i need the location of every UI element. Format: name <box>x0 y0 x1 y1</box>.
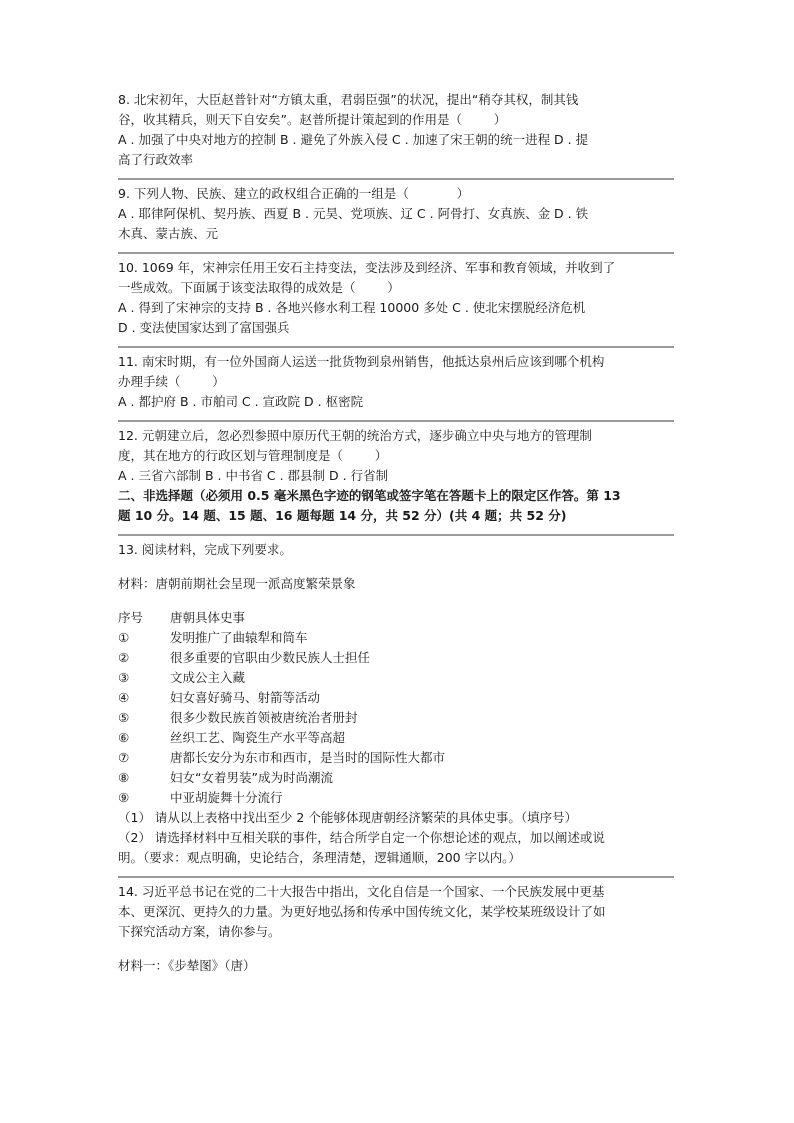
q13-subquestion-2-line-2: 明。（要求：观点明确，史论结合，条理清楚，逻辑通顺，200 字以内。） <box>118 850 521 865</box>
q14-stem-line-2: 本、更深沉、更持久的力量。为更好地弘扬和传承中国传统文化，某学校某班级设计了如 <box>118 904 606 919</box>
row-number: ④ <box>118 690 130 705</box>
q8-stem-line-1: 8. 北宋初年，大臣赵普针对“方镇太重，君弱臣强”的状况，提出“稍夺其权，制其钱 <box>118 92 579 107</box>
header-event: 唐朝具体史事 <box>170 610 246 625</box>
row-number: ② <box>118 650 130 665</box>
q11-stem-line-2: 办理手续（ ） <box>118 374 225 389</box>
table-row <box>118 628 674 648</box>
question-13 <box>118 540 674 868</box>
q10-options-line-1: A . 得到了宋神宗的支持 B . 各地兴修水利工程 10000 多处 C . 使北宋摆脱经济危机 <box>118 300 586 315</box>
row-event: 丝织工艺、陶瓷生产水平等高超 <box>170 730 346 745</box>
table-row <box>118 768 674 788</box>
section-2-line-1: 二、非选择题（必须用 0.5 毫米黑色字迹的钢笔或签字笔在答题卡上的限定区作答。第 13 <box>118 488 621 503</box>
q13-subquestion-1: （1） 请从以上表格中找出至少 2 个能够体现唐朝经济繁荣的具体史事。（填序号） <box>118 810 578 825</box>
table-row <box>118 728 674 748</box>
q12-options: A . 三省六部制 B . 中书省 C . 郡县制 D . 行省制 <box>118 468 389 483</box>
question-10 <box>118 258 674 338</box>
row-event: 妇女喜好骑马、射箭等活动 <box>170 690 321 705</box>
divider <box>118 178 674 180</box>
q8-options-line-1: A . 加强了中央对地方的控制 B . 避免了外族入侵 C . 加速了宋王朝的统一进程 D . 提 <box>118 132 589 147</box>
table-row <box>118 648 674 668</box>
question-9 <box>118 184 674 244</box>
q9-options-line-1: A . 耶律阿保机、契丹族、西夏 B . 元昊、党项族、辽 C . 阿骨打、女真族、金 D . 铁 <box>118 206 589 221</box>
table-header <box>118 608 674 628</box>
q10-stem-line-2: 一些成效。下面属于该变法取得的成效是（ ） <box>118 280 400 295</box>
row-event: 很多重要的官职由少数民族人士担任 <box>170 650 371 665</box>
row-event: 中亚胡旋舞十分流行 <box>170 790 283 805</box>
q14-material-1: 材料一：《步辇图》（唐） <box>118 958 256 973</box>
table-row <box>118 788 674 808</box>
row-event: 唐都长安分为东市和西市，是当时的国际性大都市 <box>170 750 446 765</box>
q11-options: A . 都护府 B . 市舶司 C . 宣政院 D . 枢密院 <box>118 394 364 409</box>
divider <box>118 876 674 878</box>
row-number: ⑥ <box>118 730 130 745</box>
question-8 <box>118 90 674 170</box>
q8-stem-line-2: 谷，收其精兵，则天下自安矣”。赵普所提计策起到的作用是（ ） <box>118 112 507 127</box>
divider <box>118 420 674 422</box>
row-event: 妇女“女着男装”成为时尚潮流 <box>170 770 333 785</box>
q9-stem: 9. 下列人物、民族、建立的政权组合正确的一组是（ ） <box>118 186 470 201</box>
divider <box>118 346 674 348</box>
q14-stem-line-3: 下探究活动方案，请你参与。 <box>118 924 281 939</box>
row-number: ⑨ <box>118 790 130 805</box>
q12-stem-line-1: 12. 元朝建立后，忽必烈参照中原历代王朝的统治方式，逐步确立中央与地方的管理制 <box>118 428 592 443</box>
question-14 <box>118 882 674 976</box>
table-row <box>118 708 674 728</box>
row-number: ⑦ <box>118 750 130 765</box>
q10-stem-line-1: 10. 1069 年，宋神宗任用王安石主持变法，变法涉及到经济、军事和教育领域，并收到了 <box>118 260 616 275</box>
table-row <box>118 688 674 708</box>
q8-options-line-2: 高了行政效率 <box>118 152 194 167</box>
header-number: 序号 <box>118 610 144 625</box>
section-2-heading <box>118 486 674 526</box>
divider <box>118 252 674 254</box>
q11-stem-line-1: 11. 南宋时期，有一位外国商人运送一批货物到泉州销售，他抵达泉州后应该到哪个机构 <box>118 354 605 369</box>
q14-stem-line-1: 14. 习近平总书记在党的二十大报告中指出，文化自信是一个国家、一个民族发展中更基 <box>118 884 605 899</box>
question-12 <box>118 426 674 486</box>
row-event: 发明推广了曲辕犁和筒车 <box>170 630 308 645</box>
section-2-line-2: 题 10 分。14 题、15 题、16 题每题 14 分，共 52 分）(共 4 题；共 52 分) <box>118 508 567 523</box>
question-11 <box>118 352 674 412</box>
q13-material: 材料：唐朝前期社会呈现一派高度繁荣景象 <box>118 576 356 591</box>
q9-options-line-2: 木真、蒙古族、元 <box>118 226 219 241</box>
q12-stem-line-2: 度，其在地方的行政区划与管理制度是（ ） <box>118 448 388 463</box>
q10-options-line-2: D . 变法使国家达到了富国强兵 <box>118 320 290 335</box>
q13-subquestion-2-line-1: （2） 请选择材料中互相关联的事件，结合所学自定一个你想论述的观点，加以阐述或说 <box>118 830 605 845</box>
page-content <box>118 90 674 976</box>
q13-intro: 13. 阅读材料，完成下列要求。 <box>118 542 292 557</box>
q13-table <box>118 608 674 808</box>
row-number: ① <box>118 630 130 645</box>
row-event: 很多少数民族首领被唐统治者册封 <box>170 710 358 725</box>
divider <box>118 534 674 536</box>
row-event: 文成公主入藏 <box>170 670 246 685</box>
row-number: ⑤ <box>118 710 130 725</box>
row-number: ⑧ <box>118 770 130 785</box>
row-number: ③ <box>118 670 130 685</box>
table-row <box>118 668 674 688</box>
table-row <box>118 748 674 768</box>
